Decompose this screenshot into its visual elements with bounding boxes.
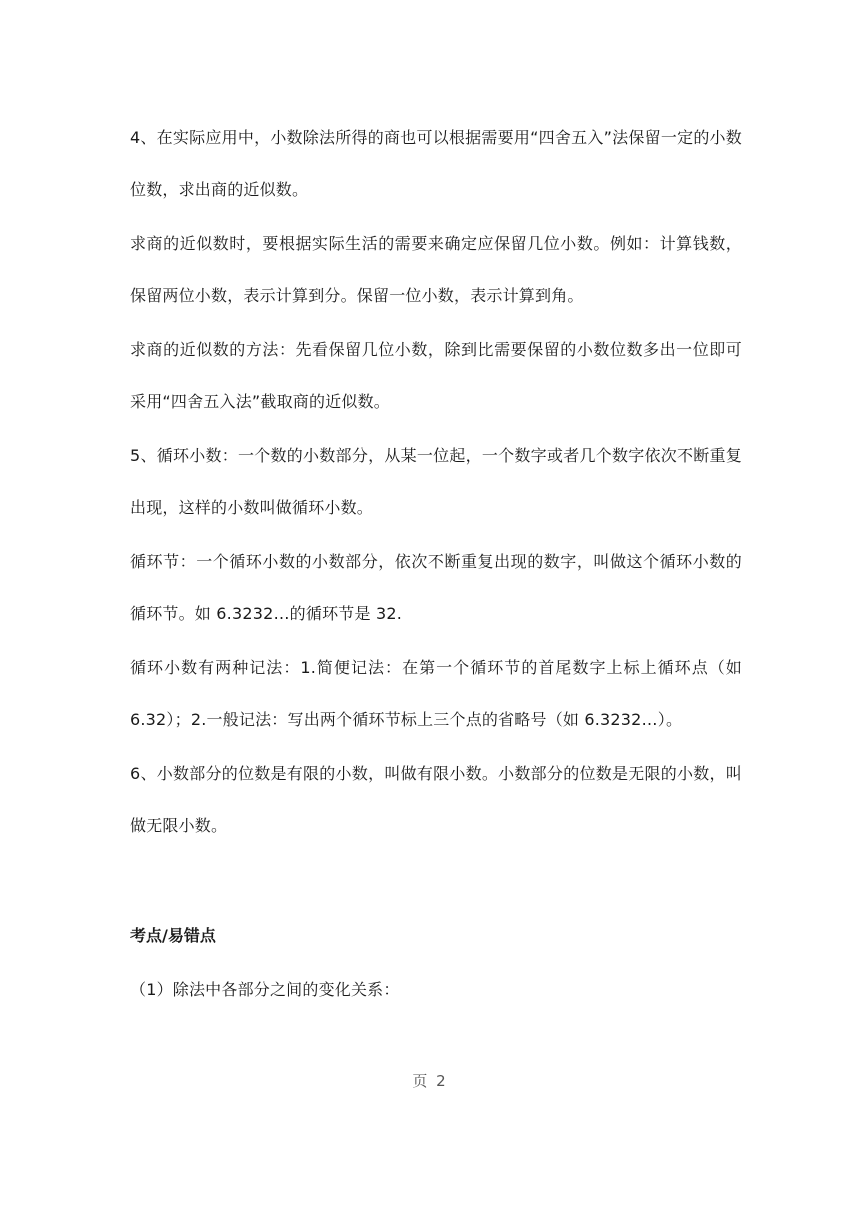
paragraph-repetend: 循环节：一个循环小数的小数部分，依次不断重复出现的数字，叫做这个循环小数的循环节。如 6.3232…的循环节是 32. [130, 552, 742, 623]
paragraph-approximate-money: 求商的近似数时，要根据实际生活的需要来确定应保留几位小数。例如：计算钱数，保留两位小数，表示计算到分。保留一位小数，表示计算到角。 [130, 234, 742, 305]
section-heading: 考点/易错点 [130, 926, 216, 945]
paragraph-repeating-decimal: 5、循环小数：一个数的小数部分，从某一位起，一个数字或者几个数字依次不断重复出现，这样的小数叫做循环小数。 [130, 446, 742, 517]
paragraph-notation: 循环小数有两种记法：1.简便记法：在第一个循环节的首尾数字上标上循环点（如 6.32）；2.一般记法：写出两个循环节标上三个点的省略号（如 6.3232…）。 [130, 658, 742, 729]
section-spacer [130, 854, 742, 910]
page-number: 页 2 [412, 1072, 448, 1090]
paragraph-rounding-quotient: 4、在实际应用中，小数除法所得的商也可以根据需要用“四舍五入”法保留一定的小数位数，求出商的近似数。 [130, 128, 742, 199]
document-body [130, 112, 742, 1018]
section-item-division-relations: （1）除法中各部分之间的变化关系： [130, 980, 400, 999]
paragraph-finite-infinite: 6、小数部分的位数是有限的小数，叫做有限小数。小数部分的位数是无限的小数，叫做无限小数。 [130, 764, 742, 835]
paragraph-approximate-method: 求商的近似数的方法：先看保留几位小数，除到比需要保留的小数位数多出一位即可采用“四舍五入法”截取商的近似数。 [130, 340, 742, 411]
